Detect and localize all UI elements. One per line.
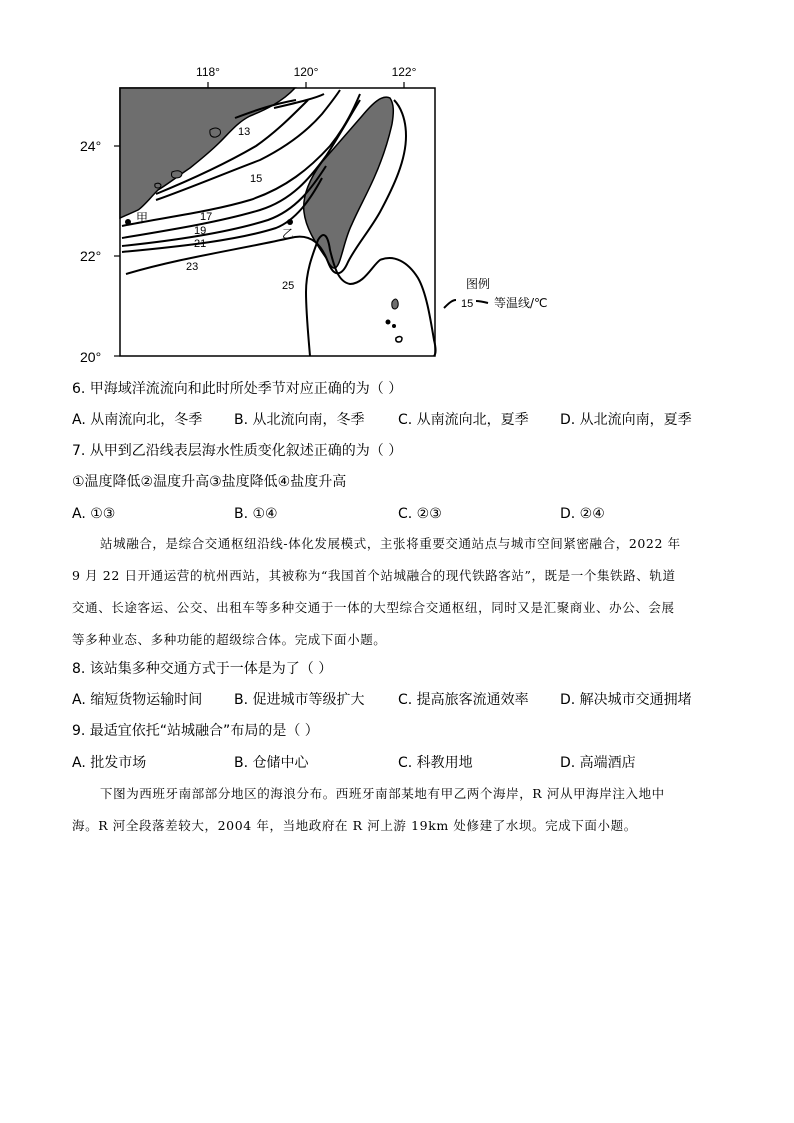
q6-option-a[interactable]: A. 从南流向北，冬季 [72, 412, 203, 428]
point-jia-marker [125, 219, 131, 225]
q6-option-c[interactable]: C. 从南流向北，夏季 [398, 412, 529, 428]
q8-option-a[interactable]: A. 缩短货物运输时间 [72, 692, 203, 708]
point-jia-label: 甲 [136, 211, 149, 225]
lon-label-118: 118° [196, 65, 220, 79]
q8-stem: 8. 该站集多种交通方式于一体是为了（ ） [72, 661, 333, 677]
q9-option-d[interactable]: D. 高端酒店 [560, 755, 636, 771]
passage1-line-4: 等多种业态、多种功能的超级综合体。完成下面小题。 [72, 632, 387, 647]
isotherm-label-19: 19 [194, 225, 207, 237]
passage-station-city [72, 528, 722, 656]
isotherm-label-23: 23 [186, 261, 199, 273]
q8-option-c[interactable]: C. 提高旅客流通效率 [398, 692, 529, 708]
q8-option-b[interactable]: B. 促进城市等级扩大 [234, 692, 365, 708]
isotherm-label-15: 15 [250, 173, 263, 185]
lon-label-120: 120° [293, 65, 319, 79]
q9-stem: 9. 最适宜依托“站城融合”布局的是（ ） [72, 723, 319, 739]
isotherm-map [60, 60, 580, 370]
q9-option-b[interactable]: B. 仓储中心 [234, 755, 309, 771]
island-small-6 [392, 324, 396, 328]
legend-line-right [476, 301, 488, 303]
passage1-line-2: 9 月 22 日开通运营的杭州西站，其被称为“我国首个站城融合的现代铁路客站”，既是一个集铁路、轨道 [72, 568, 676, 583]
island-small-3 [155, 183, 161, 188]
q7-option-a[interactable]: A. ①③ [72, 506, 116, 522]
q6-stem: 6. 甲海域洋流流向和此时所处季节对应正确的为（ ） [72, 381, 403, 397]
q6-option-b[interactable]: B. 从北流向南，冬季 [234, 412, 365, 428]
point-yi-label: 乙 [282, 227, 295, 241]
island-small-7 [396, 337, 402, 343]
island-small-5 [386, 320, 391, 325]
q9-option-c[interactable]: C. 科教用地 [398, 755, 473, 771]
passage1-line-1: 站城融合，是综合交通枢纽沿线-体化发展模式，主张将重要交通站点与城市空间紧密融合，2022 年 [100, 536, 681, 551]
lat-label-24: 24° [80, 138, 102, 154]
q7-option-d[interactable]: D. ②④ [560, 506, 605, 522]
island-small-4 [392, 299, 398, 309]
q6-option-d[interactable]: D. 从北流向南，夏季 [560, 412, 692, 428]
passage2-line-1: 下图为西班牙南部部分地区的海浪分布。西班牙南部某地有甲乙两个海岸，R 河从甲海岸注入地中 [100, 786, 665, 801]
passage2-line-2: 海。R 河全段落差较大，2004 年，当地政府在 R 河上游 19km 处修建了水坝。完成下面小题。 [72, 818, 637, 833]
passage1-line-3: 交通、长途客运、公交、出租车等多种交通于一体的大型综合交通枢纽，同时又是汇聚商业、办公、会展 [72, 600, 675, 615]
q7-option-c[interactable]: C. ②③ [398, 506, 442, 522]
island-small-1 [210, 128, 221, 137]
passage-spain-waves [72, 778, 722, 842]
isotherm-map-svg [60, 60, 580, 370]
legend-title: 图例 [466, 277, 491, 291]
isotherm-label-21: 21 [194, 238, 207, 250]
q9-option-a[interactable]: A. 批发市场 [72, 755, 147, 771]
point-yi-marker [287, 219, 293, 225]
q8-option-d[interactable]: D. 解决城市交通拥堵 [560, 692, 692, 708]
legend-line-left [444, 300, 456, 308]
legend-text: 等温线/℃ [494, 296, 548, 310]
isotherm-label-13: 13 [238, 126, 251, 138]
q7-option-b[interactable]: B. ①④ [234, 506, 278, 522]
lat-label-22: 22° [80, 248, 102, 264]
q7-stem: 7. 从甲到乙沿线表层海水性质变化叙述正确的为（ ） [72, 443, 403, 459]
lon-label-122: 122° [391, 65, 417, 79]
isotherm-label-25: 25 [282, 280, 295, 292]
legend-value: 15 [461, 298, 474, 310]
isotherm-label-17: 17 [200, 211, 213, 223]
lat-label-20: 20° [80, 349, 102, 365]
island-small-2 [172, 171, 183, 178]
q7-items: ①温度降低②温度升高③盐度降低④盐度升高 [72, 474, 347, 490]
